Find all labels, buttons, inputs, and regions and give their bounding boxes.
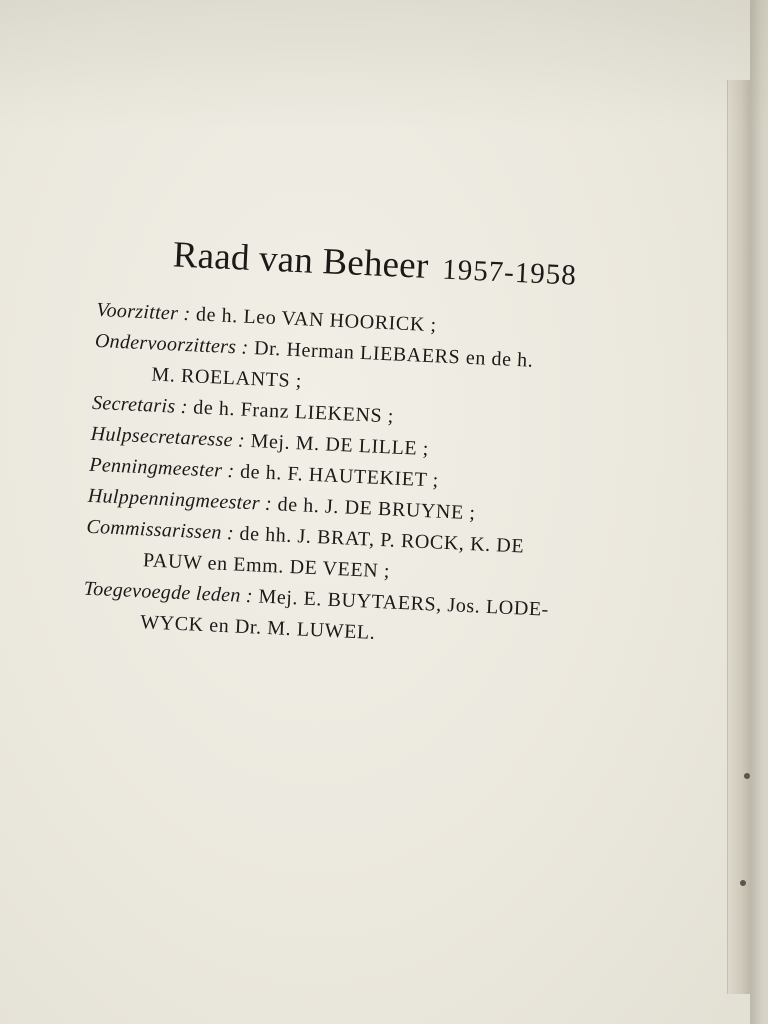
entry-role: Hulpsecretaresse : bbox=[90, 422, 246, 452]
edge-mark bbox=[744, 773, 750, 779]
entry-role: Commissarissen : bbox=[86, 515, 235, 545]
entry-role: Penningmeester : bbox=[88, 453, 236, 483]
entry-role: Ondervoorzitters : bbox=[94, 329, 250, 359]
entry-text: Dr. Herman LIEBAERS en de h. bbox=[248, 336, 534, 372]
entry-continuation: M. ROELANTS ; bbox=[150, 363, 303, 393]
title-year: 1957-1958 bbox=[441, 253, 578, 292]
entry-role: Hulppenningmeester : bbox=[87, 484, 273, 516]
title-text: Raad van Beheer bbox=[172, 234, 430, 287]
entry-continuation: WYCK en Dr. M. LUWEL. bbox=[139, 611, 376, 644]
entry-text: de h. F. HAUTEKIET ; bbox=[234, 460, 440, 492]
entry-text: de h. Franz LIEKENS ; bbox=[187, 396, 395, 428]
entry-role: Secretaris : bbox=[91, 391, 189, 419]
edge-mark bbox=[740, 880, 746, 886]
entry-text: Mej. M. DE LILLE ; bbox=[244, 429, 430, 461]
board-listing bbox=[82, 230, 700, 663]
entry-continuation: PAUW en Emm. DE VEEN ; bbox=[142, 549, 391, 583]
entry-text: de h. Leo VAN HOORICK ; bbox=[189, 303, 438, 337]
entry-text: de h. J. DE BRUYNE ; bbox=[271, 493, 477, 525]
entry-text: de hh. J. BRAT, P. ROCK, K. DE bbox=[233, 522, 525, 558]
top-shadow bbox=[0, 0, 768, 130]
page-edge bbox=[727, 80, 750, 994]
entry-role: Toegevoegde leden : bbox=[83, 577, 254, 608]
entry-text: Mej. E. BUYTAERS, Jos. LODE- bbox=[252, 585, 550, 621]
entry-role: Voorzitter : bbox=[95, 298, 191, 326]
